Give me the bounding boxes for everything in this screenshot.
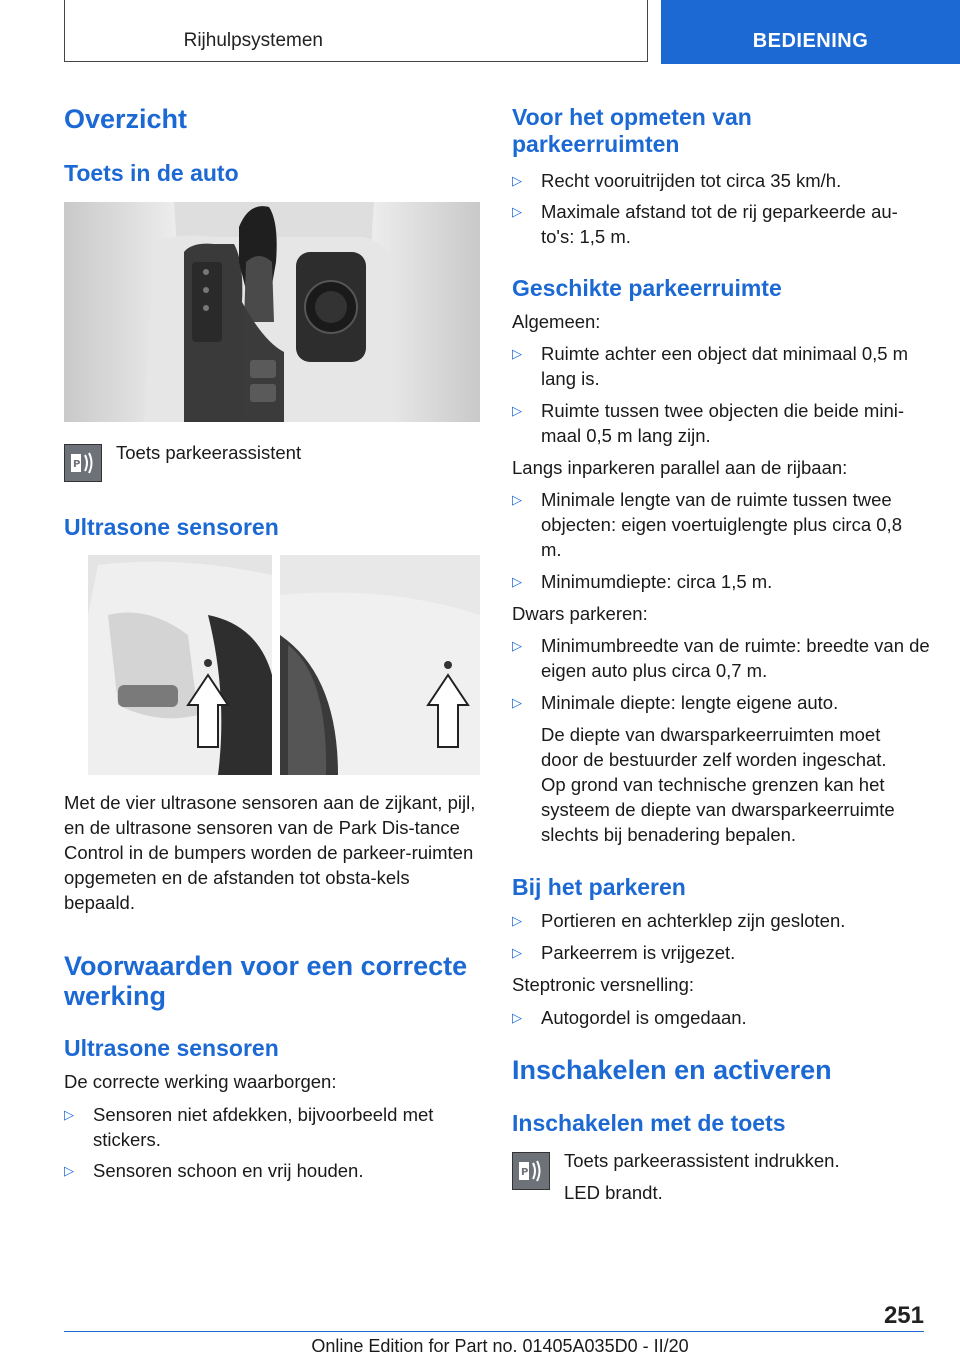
header-section-title: Rijhulpsystemen (183, 30, 323, 51)
sensors-photo (88, 555, 480, 775)
heading-ultrasonic-sensors: Ultrasone sensoren (64, 514, 279, 540)
heading-conditions: Voorwaarden voor een correcte werking (64, 951, 468, 1011)
press-instruction: Toets parkeerassistent indrukken. (564, 1150, 840, 1171)
heading-activate-with-button: Inschakelen met de toets (512, 1110, 786, 1136)
steptronic-label: Steptronic versnelling: (512, 974, 695, 995)
heading-suitable-space: Geschikte parkeerruimte (512, 275, 782, 301)
parking-assistant-icon (64, 444, 102, 482)
ensure-text: De correcte werking waarborgen: (64, 1071, 337, 1092)
bullet-triangle-icon: ▷ (512, 638, 522, 653)
bullet-triangle-icon: ▷ (64, 1163, 74, 1178)
bullet-triangle-icon: ▷ (512, 1010, 522, 1025)
heading-activate: Inschakelen en activeren (512, 1055, 832, 1085)
header-frame (64, 0, 648, 62)
footer-edition: Online Edition for Part no. 01405A035D0 - II/20 (311, 1336, 689, 1356)
button-caption: Toets parkeerassistent (116, 442, 302, 463)
general-label: Algemeen: (512, 311, 601, 332)
page-number: 251 (883, 1302, 924, 1329)
svg-text:P: P (73, 459, 81, 470)
header-chapter-tab[interactable]: BEDIENING (661, 0, 960, 64)
depth-note: De diepte van dwarsparkeerruimten moet door de bestuurder zelf worden ingeschat. Op grond van technische grenzen kan het systeem de diepte van dwarsparkeerruimte slechts bij benadering bepalen. (541, 724, 895, 845)
footer-divider (64, 1331, 924, 1332)
bullet-triangle-icon: ▷ (512, 173, 522, 188)
console-photo (64, 202, 480, 422)
sensors-description: Met de vier ultrasone sensoren aan de zijkant, pijl, en de ultrasone sensoren van de Park Dis-tance Control in de bumpers worden de parkeer-ruimten opgemeten en de afstanden tot obsta-kels bepaald. (64, 792, 476, 913)
bullet-triangle-icon: ▷ (512, 346, 522, 361)
car-sensor-illustration (88, 555, 480, 775)
bullet-triangle-icon: ▷ (512, 492, 522, 507)
transverse-label: Dwars parkeren: (512, 603, 648, 624)
heading-button-in-car: Toets in de auto (64, 160, 239, 186)
bullet-triangle-icon: ▷ (512, 204, 522, 219)
heading-measuring: Voor het opmeten van parkeerruimten (512, 104, 752, 157)
console-illustration (64, 202, 480, 422)
heading-overview: Overzicht (64, 104, 188, 134)
svg-text:P: P (521, 1167, 529, 1178)
heading-ultrasonic-sensors-2: Ultrasone sensoren (64, 1035, 279, 1061)
bullet-triangle-icon: ▷ (512, 913, 522, 928)
bullet-triangle-icon: ▷ (512, 403, 522, 418)
parking-assistant-icon (512, 1152, 550, 1190)
parallel-label: Langs inparkeren parallel aan de rijbaan: (512, 457, 848, 478)
bullet-triangle-icon: ▷ (512, 945, 522, 960)
led-status: LED brandt. (564, 1182, 663, 1203)
heading-when-parking: Bij het parkeren (512, 874, 686, 900)
bullet-triangle-icon: ▷ (512, 695, 522, 710)
bullet-triangle-icon: ▷ (512, 574, 522, 589)
bullet-triangle-icon: ▷ (64, 1107, 74, 1122)
